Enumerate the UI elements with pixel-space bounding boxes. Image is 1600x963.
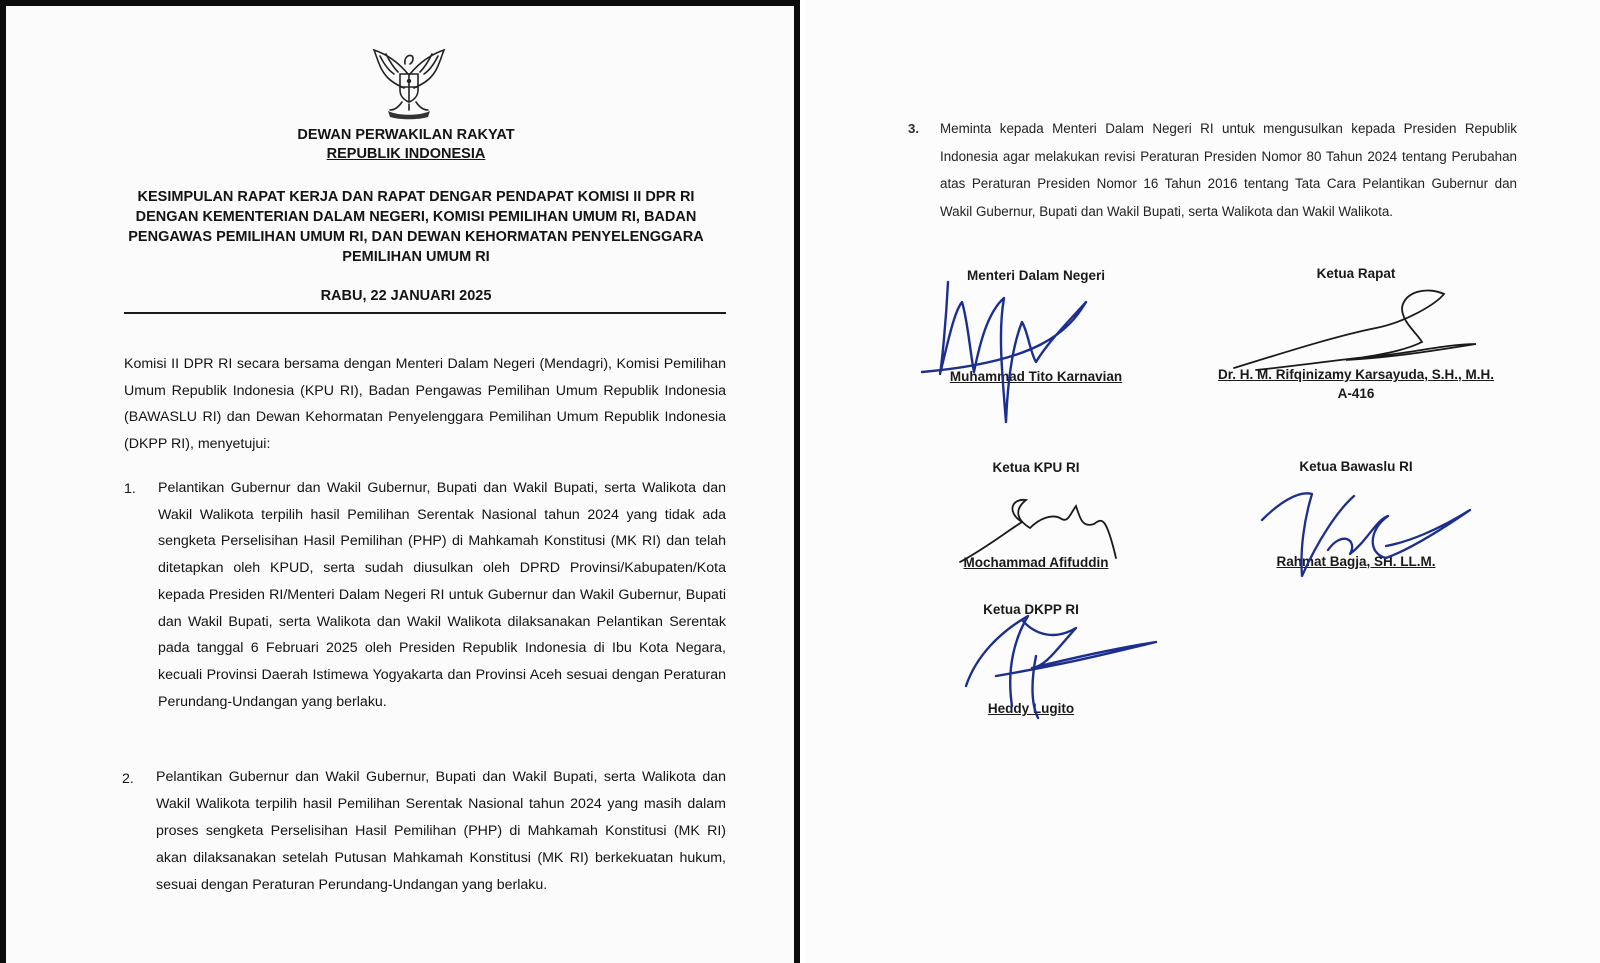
signature-block-mendagri <box>916 268 1156 384</box>
document-title: KESIMPULAN RAPAT KERJA DAN RAPAT DENGAR PENDAPAT KOMISI II DPR RI DENGAN KEMENTERIAN DALAM NEGERI, KOMISI PEMILIHAN UMUM RI, BADAN PENGAWAS PEMILIHAN UMUM RI, DAN DEWAN KEHORMATAN PENYELENGGARA PEMILIHAN UMUM RI <box>128 189 704 265</box>
signatory-title: Ketua Rapat <box>1316 266 1396 281</box>
signatory-title: Ketua Bawaslu RI <box>1299 459 1413 474</box>
signatory-title: Ketua KPU RI <box>992 460 1080 475</box>
signatory-name: Dr. H. M. Rifqinizamy Karsayuda, S.H., M.H. <box>1217 367 1495 382</box>
signature-block-bawaslu <box>1226 459 1486 569</box>
signatory-name: Muhammad Tito Karnavian <box>949 369 1123 384</box>
intro-paragraph: Komisi II DPR RI secara bersama dengan Menteri Dalam Negeri (Mendagri), Komisi Pemilihan Umum Republik Indonesia (KPU RI), Badan Pengawas Pemilihan Umum Republik Indonesia (BAWASLU RI) dan Dewan Kehormatan Penyelenggara Pemilihan Umum Republik Indonesia (DKPP RI), menyetujui: <box>124 356 726 452</box>
signatory-name: Mochammad Afifuddin <box>963 555 1109 570</box>
signatory-code: A-416 <box>1337 386 1375 401</box>
item-number: 2. <box>122 771 134 787</box>
document-date: RABU, 22 JANUARI 2025 <box>320 288 492 304</box>
institution-country: REPUBLIK INDONESIA <box>326 146 486 162</box>
signature-block-ketua-rapat <box>1186 266 1526 401</box>
signatory-title: Menteri Dalam Negeri <box>966 268 1106 283</box>
garuda-emblem-icon <box>368 44 450 120</box>
list-item: Pelantikan Gubernur dan Wakil Gubernur, Bupati dan Wakil Bupati, serta Walikota dan Wakil Walikota terpilih hasil Pemilihan Serentak Nasional tahun 2024 yang tidak ada sengketa Perselisihan Hasil Pemilihan (PHP) di Mahkamah Konstitusi (MK RI) dan telah ditetapkan oleh KPUD, serta sudah diusulkan oleh DPRD Provinsi/Kabupaten/Kota kepada Presiden RI/Menteri Dalam Negeri RI untuk Gubernur dan Wakil Gubernur, Bupati dan Wakil Bupati, serta Walikota dan Wakil Walikota dilaksanakan Pelantikan Serentak pada tanggal 6 Februari 2025 oleh Presiden Republik Indonesia di Ibu Kota Negara, kecuali Provinsi Daerah Istimewa Yogyakarta dan Provinsi Aceh sesuai dengan Peraturan Perundang-Undangan yang berlaku. <box>158 480 726 710</box>
signatory-name: Heddy Lugito <box>987 701 1075 716</box>
signatory-name: Rahmat Bagja, SH. LL.M. <box>1276 554 1436 569</box>
list-item: Meminta kepada Menteri Dalam Negeri RI untuk mengusulkan kepada Presiden Republik Indonesia agar melakukan revisi Peraturan Presiden Nomor 80 Tahun 2024 tentang Perubahan atas Peraturan Presiden Nomor 16 Tahun 2016 tentang Tata Cara Pelantikan Gubernur dan Wakil Gubernur, Bupati dan Wakil Bupati, serta Walikota dan Wakil Walikota. <box>940 121 1517 219</box>
list-item: Pelantikan Gubernur dan Wakil Gubernur, Bupati dan Wakil Bupati, serta Walikota dan Wakil Walikota terpilih hasil Pemilihan Serentak Nasional tahun 2024 yang masih dalam proses sengketa Perselisihan Hasil Pemilihan (PHP) di Mahkamah Konstitusi (MK RI) akan dilaksanakan setelah Putusan Mahkamah Konstitusi (MK RI) berkekuatan hukum, sesuai dengan Peraturan Perundang-Undangan yang berlaku. <box>156 769 726 893</box>
signatory-title: Ketua DKPP RI <box>983 602 1079 617</box>
document-page-right <box>806 0 1600 963</box>
signature-block-dkpp <box>946 602 1116 716</box>
item-number: 1. <box>124 481 136 497</box>
signature-block-kpu <box>936 460 1136 570</box>
institution-name: DEWAN PERWAKILAN RAKYAT <box>297 127 515 143</box>
header-divider <box>124 312 726 314</box>
item-number: 3. <box>908 121 919 136</box>
